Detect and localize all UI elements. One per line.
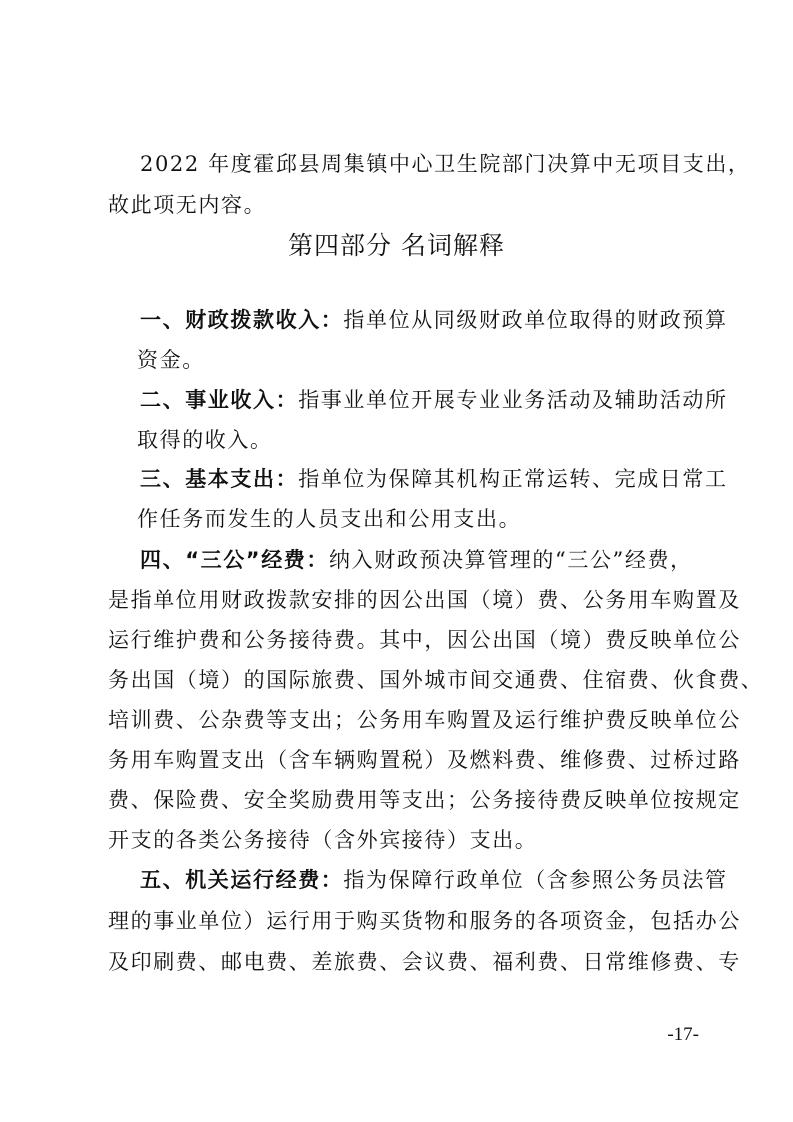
definition-text: 指事业单位开展专业业务活动及辅助活动所 (298, 388, 728, 412)
definition-line: 作任务而发生的人员支出和公用支出。 (137, 507, 522, 531)
intro-line: 故此项无内容。 (108, 193, 267, 217)
definition-term: 四、“三公”经费： (140, 548, 330, 572)
definition-line: 费、保险费、安全奖励费用等支出；公务接待费反映单位按规定 (108, 788, 741, 812)
definition-text: 指单位为保障其机构正常运转、完成日常工 (298, 467, 728, 491)
definition-line: 务出国（境）的国际旅费、国外城市间交通费、住宿费、伙食费、 (108, 668, 764, 692)
section-title: 第四部分 名词解释 (288, 231, 505, 260)
definition-term: 二、事业收入： (140, 388, 299, 412)
definition-line (140, 385, 740, 415)
definition-line: 是指单位用财政拨款安排的因公出国（境）费、公务用车购置及 (108, 588, 741, 612)
definition-line (140, 305, 740, 335)
definition-text: 指为保障行政单位（含参照公务员法管 (343, 868, 728, 892)
definition-line: 取得的收入。 (137, 428, 273, 452)
definition-line (140, 865, 740, 895)
definition-line: 及印刷费、邮电费、差旅费、会议费、福利费、日常维修费、专 (108, 950, 741, 974)
definition-line: 运行维护费和公务接待费。其中，因公出国（境）费反映单位公 (108, 628, 741, 652)
page-number: -17- (667, 1024, 699, 1045)
definition-line (140, 464, 740, 494)
definition-text: 纳入财政预决算管理的“三公”经费， (329, 548, 693, 572)
definition-term: 五、机关运行经费： (140, 868, 344, 892)
definition-term: 一、财政拨款收入： (140, 308, 344, 332)
definition-line: 理的事业单位）运行用于购买货物和服务的各项资金，包括办公 (108, 909, 741, 933)
definition-line (140, 545, 740, 575)
definition-line: 资金。 (137, 348, 205, 372)
definition-line: 务用车购置支出（含车辆购置税）及燃料费、维修费、过桥过路 (108, 748, 741, 772)
intro-line: 2022 年度霍邱县周集镇中心卫生院部门决算中无项目支出， (140, 152, 751, 176)
definition-text: 指单位从同级财政单位取得的财政预算 (343, 308, 728, 332)
definition-line: 培训费、公杂费等支出；公务用车购置及运行维护费反映单位公 (108, 708, 741, 732)
definition-line: 开支的各类公务接待（含外宾接待）支出。 (108, 828, 538, 852)
definition-term: 三、基本支出： (140, 467, 299, 491)
